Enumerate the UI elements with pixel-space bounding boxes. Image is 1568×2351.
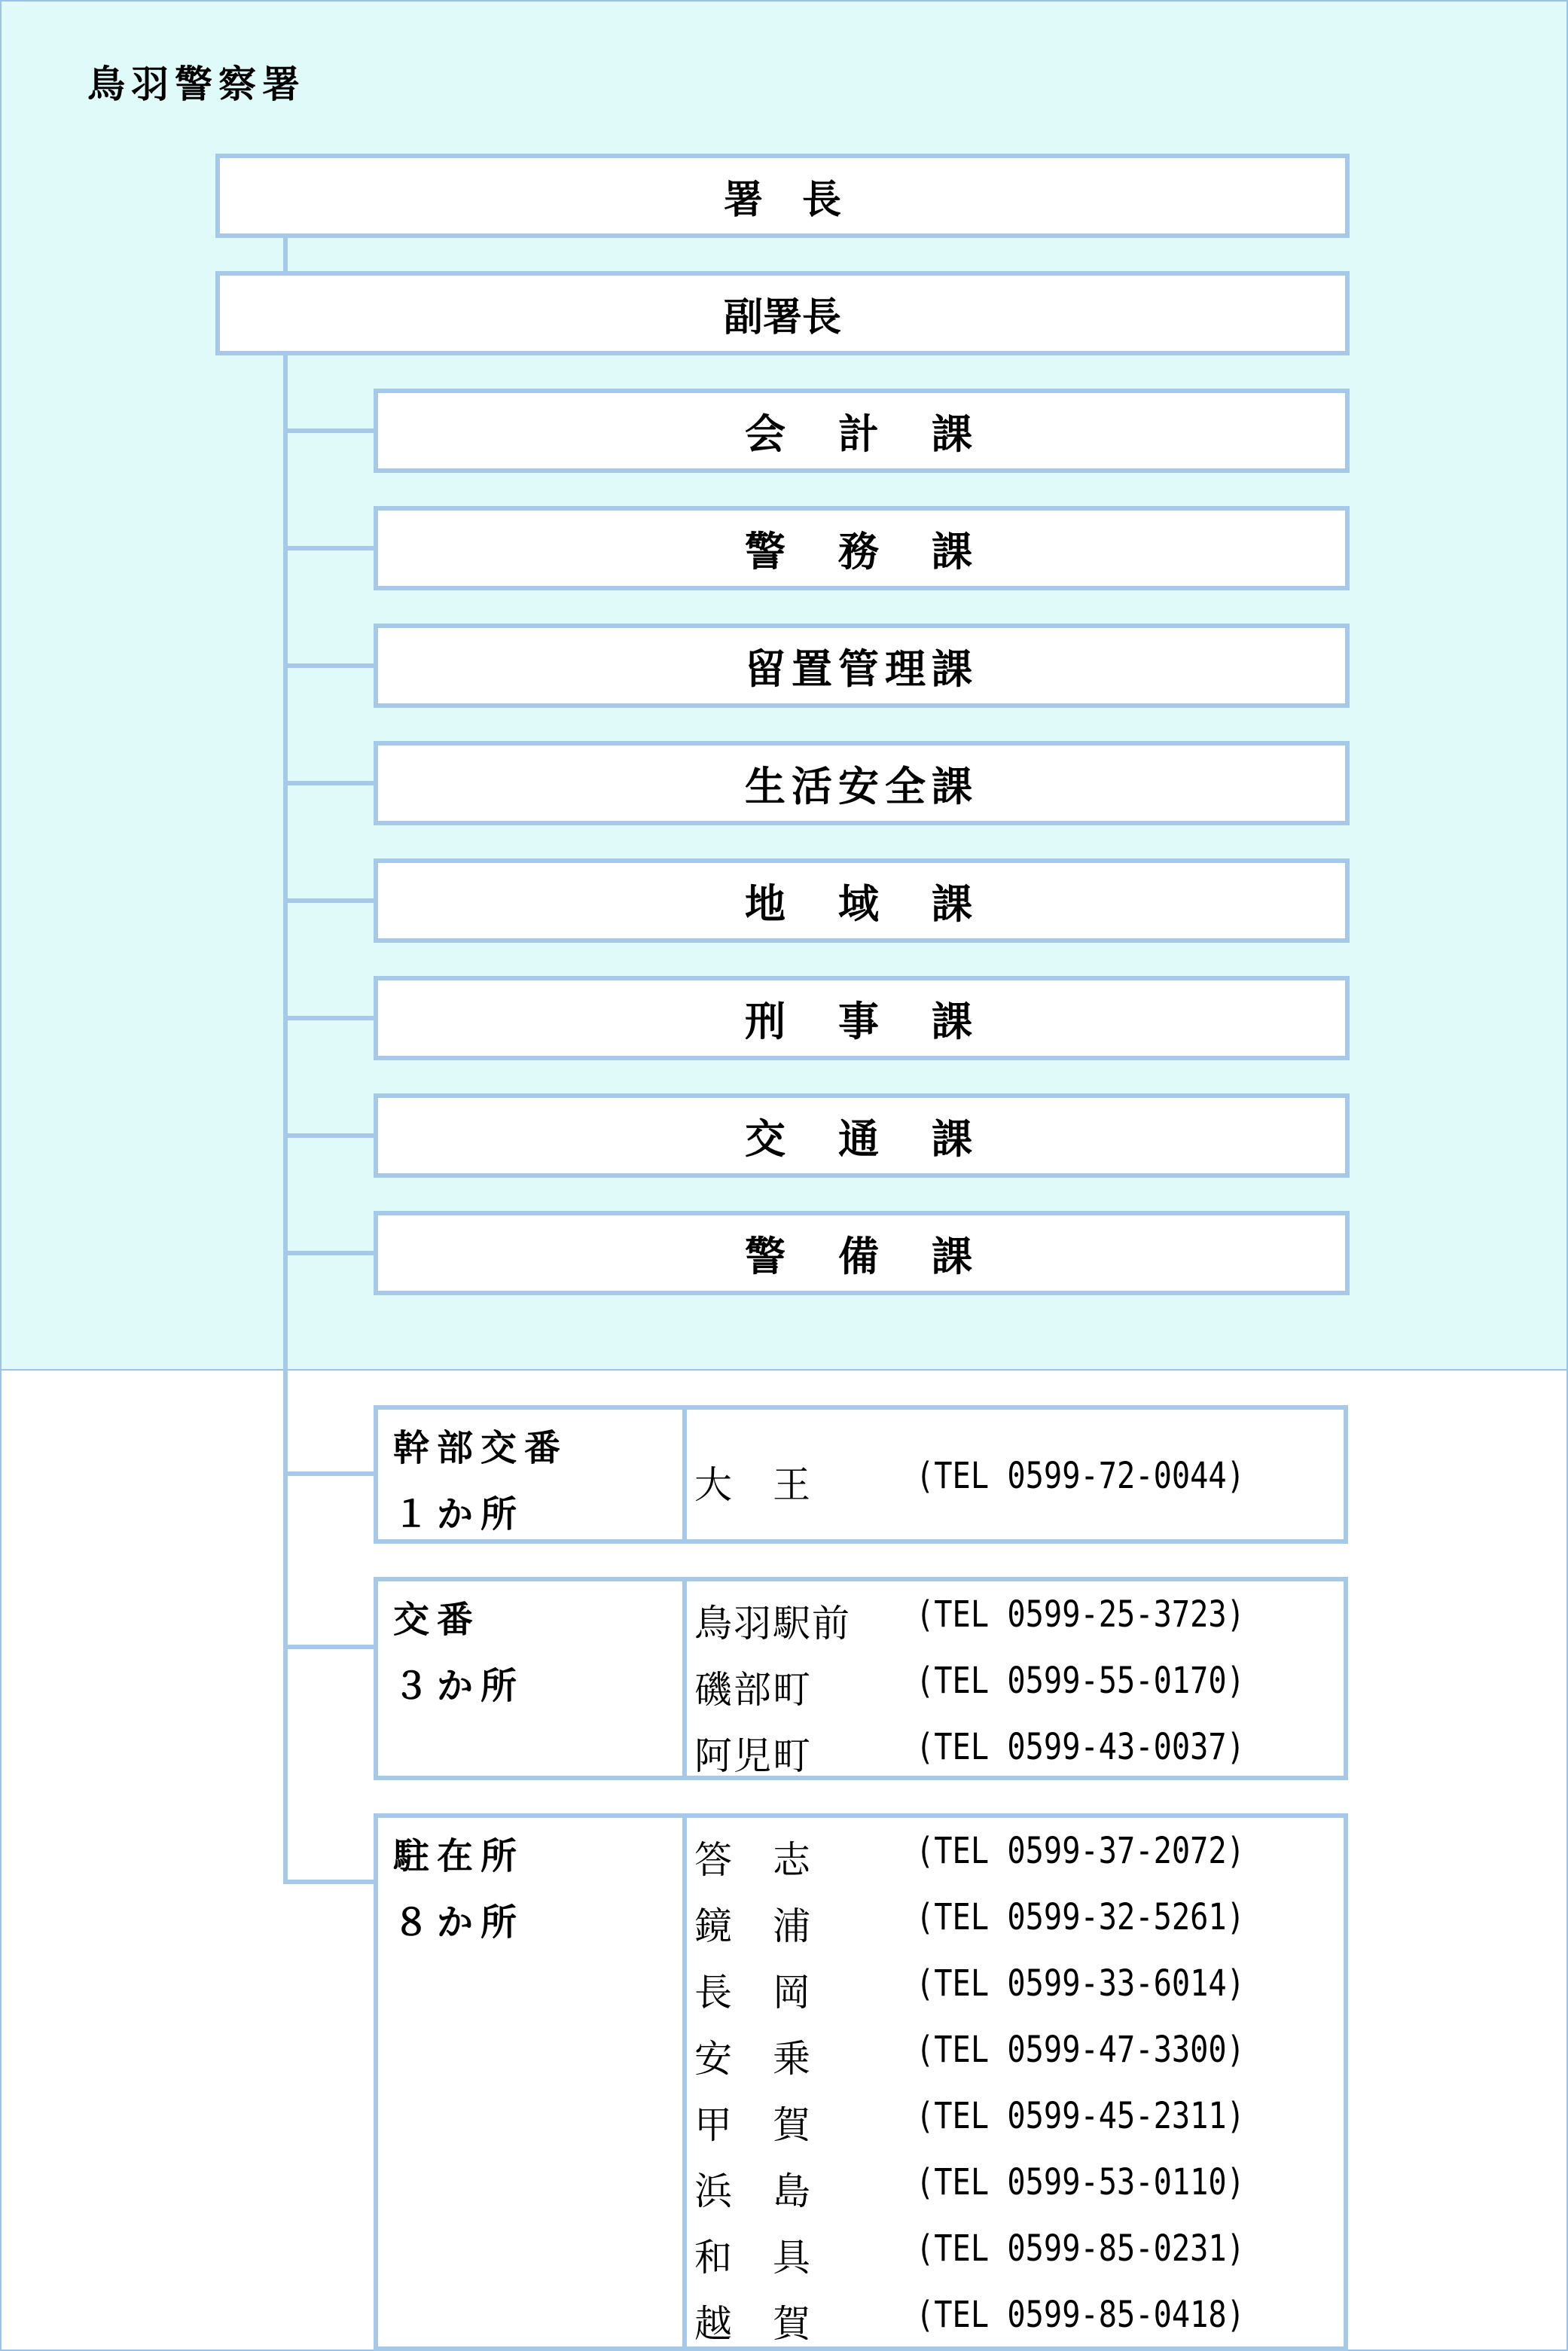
koban-phone: (TEL 0599-55-0170)	[916, 1660, 1245, 1702]
koban-group	[374, 1813, 1348, 2351]
koban-group-label	[378, 1818, 687, 2346]
page-title: 鳥羽警察署	[87, 63, 306, 106]
koban-phone: (TEL 0599-53-0110)	[916, 2161, 1245, 2203]
chief-box: 署 長	[215, 154, 1350, 238]
connector-branch	[283, 1251, 378, 1255]
koban-name: 鳥羽駅前	[694, 1602, 851, 1645]
section-box: 刑 事 課	[374, 976, 1350, 1060]
koban-name: 浜 島	[694, 2170, 812, 2213]
koban-entry	[694, 1819, 1344, 1886]
koban-entry	[694, 2018, 1344, 2084]
koban-name: 安 乗	[694, 2037, 812, 2081]
section-box: 警 務 課	[374, 506, 1350, 590]
connector-trunk	[283, 235, 288, 1884]
connector-branch	[283, 1880, 378, 1884]
koban-phone: (TEL 0599-32-5261)	[916, 1896, 1245, 1938]
koban-entry	[694, 2217, 1344, 2283]
koban-type-label: 幹部交番	[393, 1427, 569, 1469]
koban-entry	[694, 1649, 1344, 1715]
koban-phone: (TEL 0599-37-2072)	[916, 1830, 1245, 1872]
section-box: 生活安全課	[374, 741, 1350, 825]
koban-entry	[694, 1583, 1344, 1649]
koban-count-label: ３か所	[393, 1665, 525, 1707]
koban-name: 大 王	[694, 1463, 812, 1507]
koban-entry	[694, 2283, 1344, 2349]
koban-count-label: １か所	[393, 1493, 525, 1535]
connector-branch	[283, 781, 378, 785]
section-box: 会 計 課	[374, 389, 1350, 473]
koban-count-label: ８か所	[393, 1901, 525, 1944]
koban-group	[374, 1405, 1348, 1544]
koban-phone: (TEL 0599-45-2311)	[916, 2095, 1245, 2137]
koban-name: 越 賀	[694, 2302, 812, 2346]
koban-name: 長 岡	[694, 1971, 812, 2014]
section-box: 留置管理課	[374, 624, 1350, 708]
koban-entry	[694, 1952, 1344, 2018]
connector-branch	[283, 1645, 378, 1649]
koban-name: 鏡 浦	[694, 1904, 812, 1948]
koban-phone: (TEL 0599-43-0037)	[916, 1726, 1245, 1768]
connector-branch	[283, 428, 378, 433]
koban-name: 阿児町	[694, 1734, 812, 1778]
koban-name: 甲 賀	[694, 2103, 812, 2147]
connector-branch	[283, 1471, 378, 1476]
koban-group-label	[378, 1581, 687, 1776]
koban-type-label: 交番	[393, 1599, 481, 1641]
koban-phone: (TEL 0599-33-6014)	[916, 1962, 1245, 2005]
koban-phone: (TEL 0599-47-3300)	[916, 2029, 1245, 2071]
connector-branch	[283, 898, 378, 903]
koban-entry	[694, 1886, 1344, 1952]
koban-phone: (TEL 0599-85-0231)	[916, 2228, 1245, 2270]
koban-phone: (TEL 0599-25-3723)	[916, 1593, 1245, 1636]
section-box: 地 域 課	[374, 858, 1350, 943]
koban-type-label: 駐在所	[393, 1835, 525, 1877]
koban-name: 磯部町	[694, 1668, 812, 1712]
koban-phone: (TEL 0599-72-0044)	[916, 1455, 1245, 1497]
connector-branch	[283, 546, 378, 550]
koban-name: 和 具	[694, 2236, 812, 2279]
deputy-box: 副署長	[215, 271, 1350, 355]
connector-branch	[283, 663, 378, 668]
koban-group-label	[378, 1410, 687, 1539]
koban-group	[374, 1577, 1348, 1780]
koban-phone: (TEL 0599-85-0418)	[916, 2294, 1245, 2336]
koban-name: 答 志	[694, 1838, 812, 1882]
koban-entry	[694, 2084, 1344, 2151]
connector-branch	[283, 1016, 378, 1020]
section-box: 警 備 課	[374, 1211, 1350, 1295]
koban-entry	[694, 1715, 1344, 1782]
koban-entry	[694, 1444, 1344, 1511]
connector-branch	[283, 1133, 378, 1138]
koban-entry	[694, 2151, 1344, 2217]
section-box: 交 通 課	[374, 1093, 1350, 1178]
